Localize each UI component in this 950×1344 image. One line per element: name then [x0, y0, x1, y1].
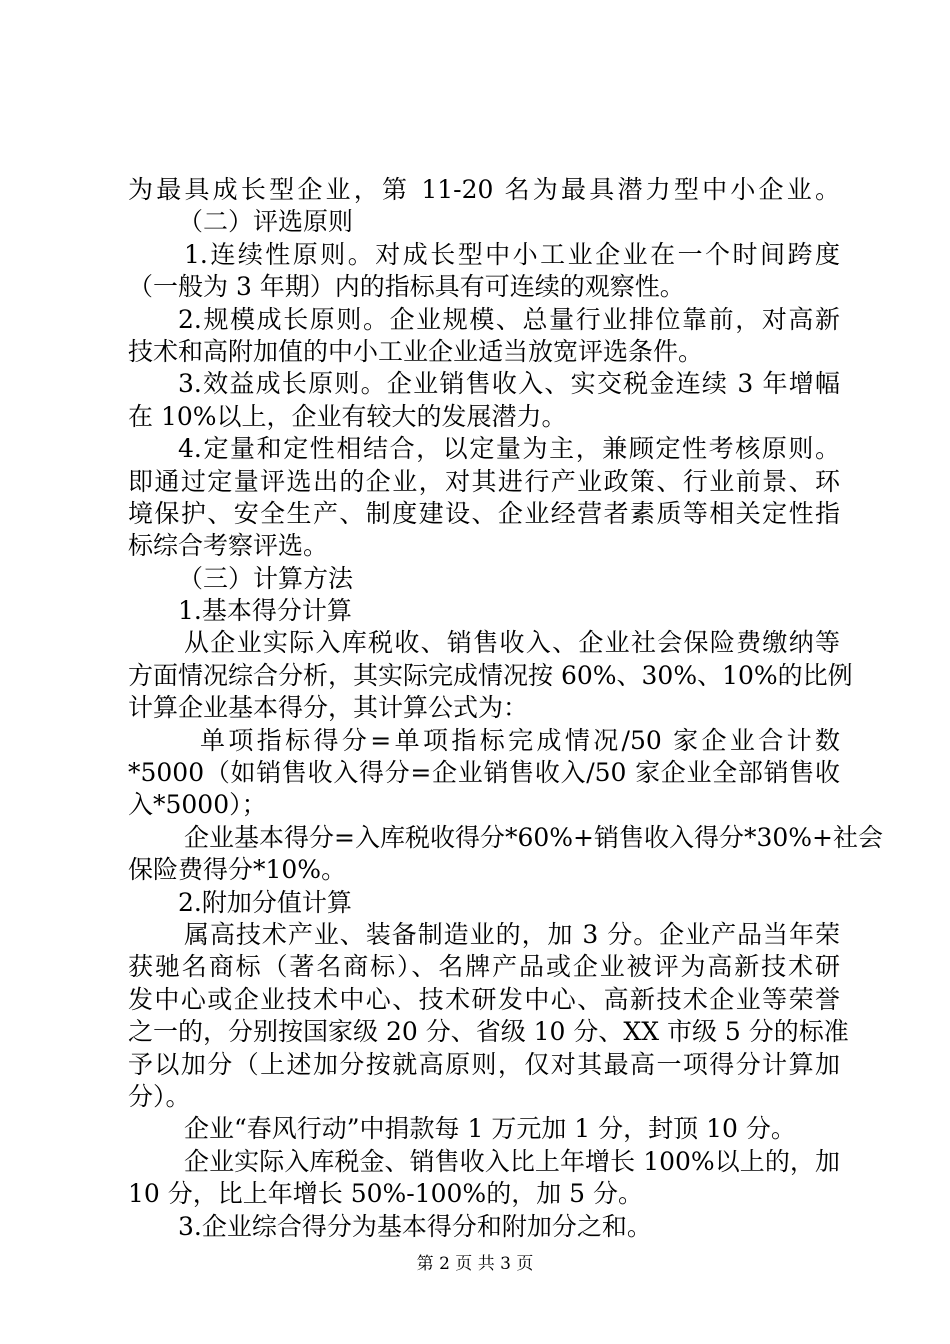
formula-line: 单项指标得分=单项指标完成情况/50 家企业合计数: [200, 725, 840, 755]
text-line: 境保护、安全生产、制度建设、企业经营者素质等相关定性指: [128, 498, 840, 528]
section-heading: （三）计算方法: [178, 563, 354, 593]
text-line: 2.规模成长原则。企业规模、总量行业排位靠前，对高新: [178, 304, 840, 334]
text-line: （一般为 3 年期）内的指标具有可连续的观察性。: [128, 272, 685, 302]
page-footer: [0, 1254, 950, 1274]
text-line: 发中心或企业技术中心、技术研发中心、高新技术企业等荣誉: [128, 984, 840, 1014]
text-line: 予以加分（上述加分按就高原则，仅对其最高一项得分计算加: [128, 1049, 840, 1079]
text-line: 方面情况综合分析，其实际完成情况按 60%、30%、10%的比例: [128, 660, 853, 690]
subsection-heading: 2.附加分值计算: [178, 887, 352, 917]
text-line: 3.效益成长原则。企业销售收入、实交税金连续 3 年增幅: [178, 369, 840, 399]
subsection-heading: 1.基本得分计算: [178, 596, 352, 626]
formula-line: 企业基本得分=入库税收得分*60%+销售收入得分*30%+社会: [184, 822, 883, 852]
document-body: [128, 174, 883, 1243]
text-line: 分）。: [128, 1081, 191, 1111]
text-line: 10 分，比上年增长 50%-100%的，加 5 分。: [128, 1179, 643, 1209]
text-line: 属高技术产业、装备制造业的，加 3 分。企业产品当年荣: [184, 919, 840, 949]
text-line: 从企业实际入库税收、销售收入、企业社会保险费缴纳等: [184, 628, 840, 658]
text-line: 在 10%以上，企业有较大的发展潜力。: [128, 401, 567, 431]
text-line: 获驰名商标（著名商标）、名牌产品或企业被评为高新技术研: [128, 952, 840, 982]
formula-line: 入*5000）；: [128, 790, 267, 820]
page-number: 第 2 页 共 3 页: [416, 1254, 534, 1274]
text-line: 企业实际入库税金、销售收入比上年增长 100%以上的，加: [184, 1146, 840, 1176]
text-line: 标综合考察评选。: [128, 531, 329, 561]
text-line: 4.定量和定性相结合，以定量为主，兼顾定性考核原则。: [178, 434, 840, 464]
text-line: 即通过定量评选出的企业，对其进行产业政策、行业前景、环: [128, 466, 840, 496]
text-line: 技术和高附加值的中小工业企业适当放宽评选条件。: [128, 336, 704, 366]
text-line: 企业“春风行动”中捐款每 1 万元加 1 分，封顶 10 分。: [184, 1114, 796, 1144]
text-line: 3.企业综合得分为基本得分和附加分之和。: [178, 1211, 652, 1241]
text-line: 计算企业基本得分，其计算公式为：: [128, 693, 529, 723]
formula-line: 保险费得分*10%。: [128, 855, 347, 885]
formula-line: *5000（如销售收入得分=企业销售收入/50 家企业全部销售收: [128, 758, 840, 788]
text-line: 1.连续性原则。对成长型中小工业企业在一个时间跨度: [184, 239, 840, 269]
text-line: 为最具成长型企业，第 11-20 名为最具潜力型中小企业。: [128, 175, 840, 204]
section-heading: （二）评选原则: [178, 207, 354, 237]
text-line: 之一的，分别按国家级 20 分、省级 10 分、XX 市级 5 分的标准: [128, 1017, 849, 1047]
